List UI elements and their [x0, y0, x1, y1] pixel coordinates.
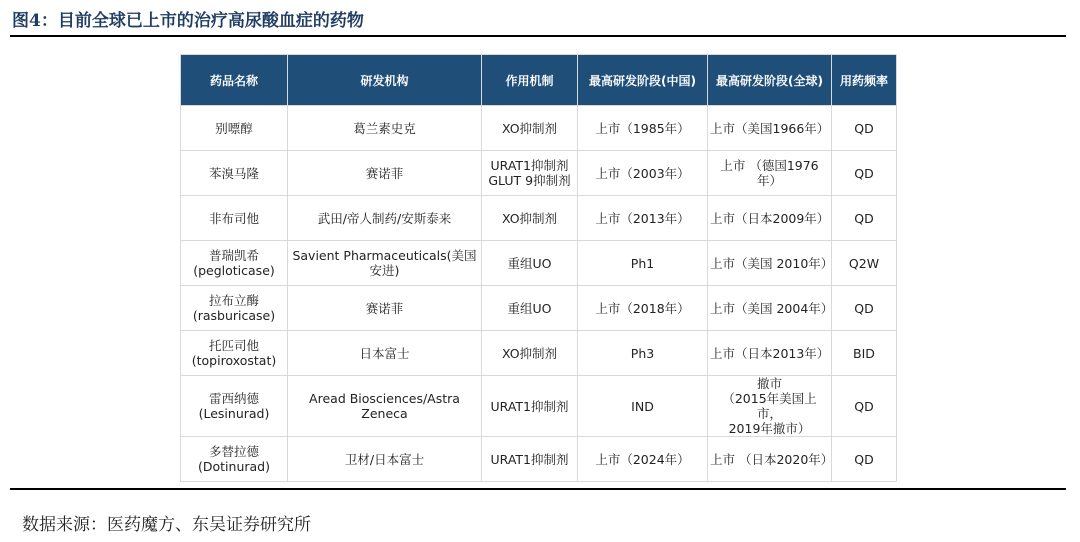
cell-stage-china: Ph3	[578, 331, 708, 376]
cell-drug-name: 拉布立酶 (rasburicase)	[181, 286, 288, 331]
cell-frequency: Q2W	[832, 241, 897, 286]
cell-stage-china: 上市（2018年）	[578, 286, 708, 331]
cell-stage-global: 撤市 （2015年美国上市， 2019年撤市）	[708, 376, 832, 437]
table-row	[181, 151, 897, 196]
cell-stage-global: 上市 （德国1976 年）	[708, 151, 832, 196]
cell-stage-china: 上市（2024年）	[578, 437, 708, 482]
cell-drug-name: 苯溴马隆	[181, 151, 288, 196]
cell-stage-global: 上市（日本2013年）	[708, 331, 832, 376]
figure-title: 图4：目前全球已上市的治疗高尿酸血症的药物	[12, 11, 364, 31]
cell-developer: 赛诺菲	[288, 151, 482, 196]
cell-stage-china: Ph1	[578, 241, 708, 286]
header-stage-china: 最高研发阶段(中国)	[578, 55, 708, 106]
cell-frequency: QD	[832, 196, 897, 241]
cell-frequency: QD	[832, 151, 897, 196]
cell-developer: 葛兰素史克	[288, 106, 482, 151]
cell-mechanism: URAT1抑制剂	[482, 376, 578, 437]
table-row	[181, 376, 897, 437]
cell-developer: Aread Biosciences/Astra Zeneca	[288, 376, 482, 437]
table-row	[181, 106, 897, 151]
cell-mechanism: 重组UO	[482, 241, 578, 286]
cell-mechanism: URAT1抑制剂	[482, 437, 578, 482]
table-row	[181, 286, 897, 331]
cell-stage-china: IND	[578, 376, 708, 437]
cell-drug-name: 雷西纳德 (Lesinurad)	[181, 376, 288, 437]
cell-drug-name: 非布司他	[181, 196, 288, 241]
source-note: 数据来源：医药魔方、东吴证券研究所	[22, 515, 311, 535]
cell-developer: 武田/帝人制药/安斯泰来	[288, 196, 482, 241]
cell-stage-global: 上市（美国 2010年）	[708, 241, 832, 286]
cell-mechanism: 重组UO	[482, 286, 578, 331]
header-stage-global: 最高研发阶段(全球)	[708, 55, 832, 106]
cell-mechanism: XO抑制剂	[482, 106, 578, 151]
cell-developer: 卫材/日本富士	[288, 437, 482, 482]
cell-drug-name: 别嘌醇	[181, 106, 288, 151]
cell-mechanism: XO抑制剂	[482, 331, 578, 376]
table-row	[181, 437, 897, 482]
cell-mechanism: URAT1抑制剂 GLUT 9抑制剂	[482, 151, 578, 196]
cell-frequency: QD	[832, 437, 897, 482]
table-row	[181, 331, 897, 376]
cell-drug-name: 托匹司他 (topiroxostat)	[181, 331, 288, 376]
cell-stage-china: 上市（1985年）	[578, 106, 708, 151]
table-header-row	[181, 55, 897, 106]
cell-frequency: QD	[832, 106, 897, 151]
header-drug-name: 药品名称	[181, 55, 288, 106]
cell-stage-china: 上市（2013年）	[578, 196, 708, 241]
cell-frequency: BID	[832, 331, 897, 376]
cell-stage-global: 上市（美国1966年）	[708, 106, 832, 151]
cell-drug-name: 普瑞凯希 (pegloticase)	[181, 241, 288, 286]
header-mechanism: 作用机制	[482, 55, 578, 106]
bottom-divider	[10, 488, 1066, 490]
cell-developer: 赛诺菲	[288, 286, 482, 331]
cell-drug-name: 多替拉德 (Dotinurad)	[181, 437, 288, 482]
cell-stage-china: 上市（2003年）	[578, 151, 708, 196]
table-row	[181, 241, 897, 286]
cell-frequency: QD	[832, 286, 897, 331]
cell-developer: Savient Pharmaceuticals(美国安进)	[288, 241, 482, 286]
cell-stage-global: 上市（日本2009年）	[708, 196, 832, 241]
top-divider	[10, 35, 1066, 37]
table-row	[181, 196, 897, 241]
drug-table	[180, 54, 897, 482]
header-developer: 研发机构	[288, 55, 482, 106]
cell-stage-global: 上市（美国 2004年）	[708, 286, 832, 331]
cell-developer: 日本富士	[288, 331, 482, 376]
header-frequency: 用药频率	[832, 55, 897, 106]
cell-mechanism: XO抑制剂	[482, 196, 578, 241]
cell-frequency: QD	[832, 376, 897, 437]
cell-stage-global: 上市 （日本2020年）	[708, 437, 832, 482]
